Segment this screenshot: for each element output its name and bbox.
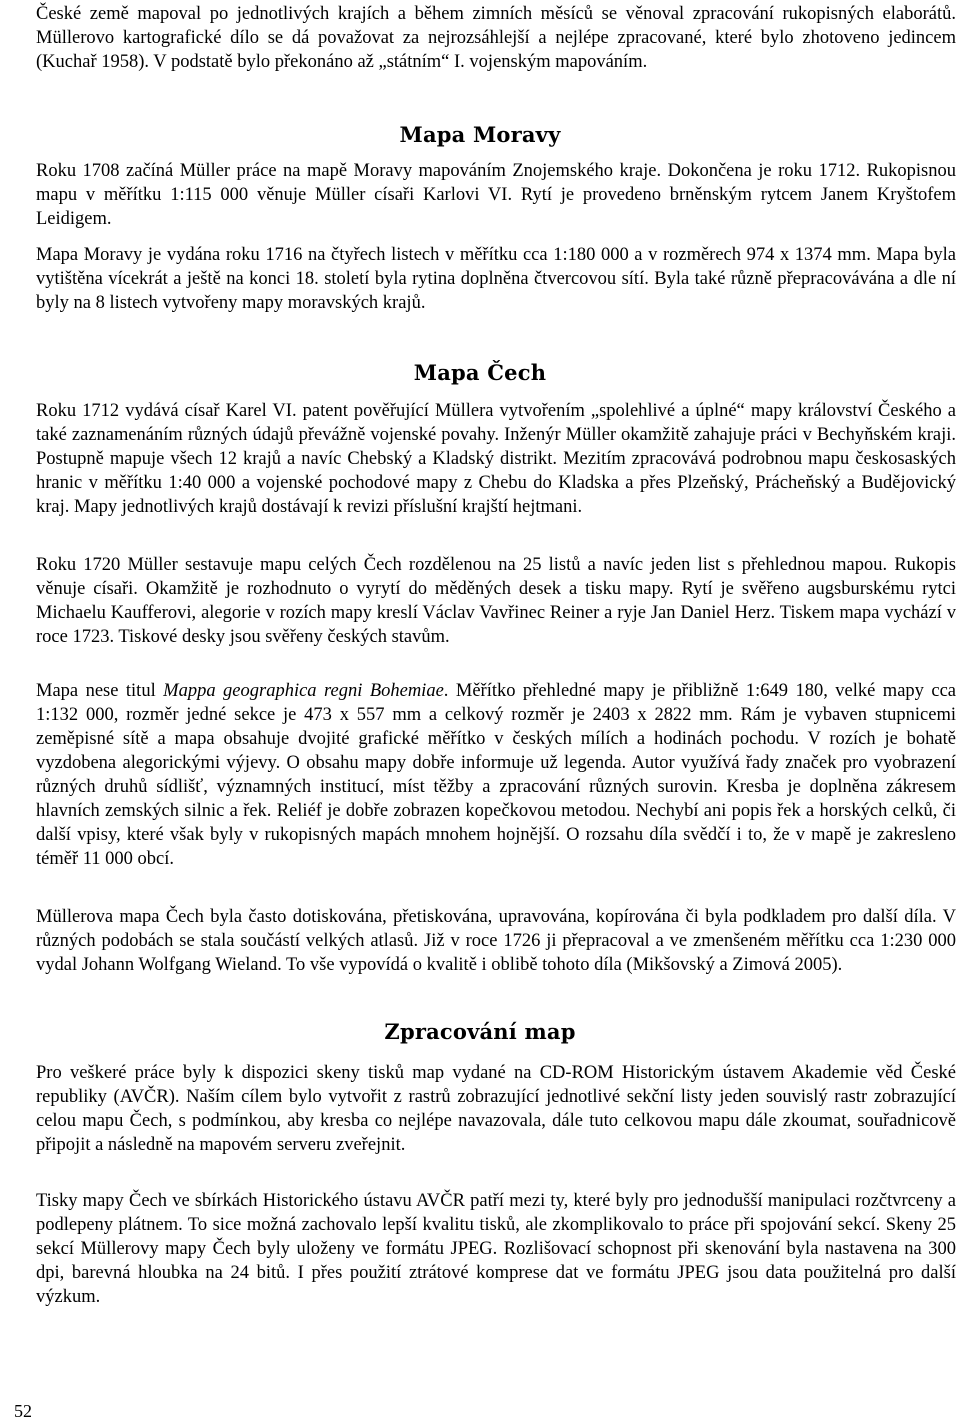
section-heading-zpracovani: Zpracování map bbox=[384, 1019, 576, 1044]
section-heading-cech: Mapa Čech bbox=[413, 360, 547, 385]
paragraph-zpracovani-2: Tisky mapy Čech ve sbírkách Historického ústavu AVČR patří mezi ty, které byly pro jednodušší manipulaci rozčtvrceny a podlepeny plátnem. To sice možná zachovalo lepší kvalitu tisků, ale zkomplikovalo to práce při spojování sekcí. Skeny 25 sekcí Müllerovy mapy Čech byly uloženy ve formátu JPEG. Rozlišovací schopnost při skenování byla nastavena na 300 dpi, barevná hloubka na 24 bitů. I přes použití ztrátové komprese dat ve formátu JPEG jsou data použitelná pro další výzkum. bbox=[36, 1191, 956, 1307]
paragraph-moravy-2: Mapa Moravy je vydána roku 1716 na čtyřech listech v měřítku cca 1:180 000 a v rozměrech 974 x 1374 mm. Mapa byla vytištěna vícekrát a ještě na konci 18. století byla rytina doplněna čtvercovou sítí. Byla také různě přepracovávána a dle ní byly na 8 listech vytvořeny mapy moravských krajů. bbox=[36, 245, 956, 313]
paragraph-cech-3 bbox=[36, 679, 956, 871]
paragraph-cech-2: Roku 1720 Müller sestavuje mapu celých Čech rozdělenou na 25 listů a navíc jeden list s přehlednou mapou. Rukopis věnuje císaři. Okamžitě je rozhodnuto o vyrytí do měděných desek a tisku mapy. Rytí je svěřeno augsburskému rytci Michaelu Kaufferovi, alegorie v rozích mapy kreslí Václav Vavřinec Reiner a ryje Jan Daniel Herz. Tiskem mapa vychází v roce 1723. Tiskové desky jsou svěřeny českých stavům. bbox=[36, 555, 956, 647]
paragraph-cech-1: Roku 1712 vydává císař Karel VI. patent pověřující Müllera vytvořením „spolehlivé a úplné“ mapy království Českého a také zaznamenáním různých údajů převážně vojenské povahy. Inženýr Müller okamžitě zahajuje práci v Bechyňském kraji. Postupně mapuje všech 12 krajů a navíc Chebský a Kladský distrikt. Mezitím zpracovává podrobnou mapu českosaských hranic v měřítku 1:40 000 a vojenské pochodové mapy z Chebu do Kladska a přes Plzeňský, Prácheňský a Budějovický kraj. Mapy jednotlivých krajů dostávají k revizi příslušní krajští hejtmani. bbox=[36, 401, 956, 517]
paragraph-moravy-1: Roku 1708 začíná Müller práce na mapě Moravy mapováním Znojemského kraje. Dokončena je roku 1712. Rukopisnou mapu v měřítku 1:115 000 věnuje Müller císaři Karlovi VI. Rytí je provedeno brněnským rytcem Janem Kryštofem Leidigem. bbox=[36, 161, 956, 229]
paragraph-cech-3-rest: . Měřítko přehledné mapy je přibližně 1:649 180, velké mapy cca 1:132 000, rozměr jedné sekce je 473 x 557 mm a celkový rozměr je 2403 x 2822 mm. Rám je vybaven stupnicemi zeměpisné sítě a mapa obsahuje dvojité grafické měřítko v českých mílích a hodinách pochodu. V rozích je bohatě vyzdobena alegorickými výjevy. O obsahu mapy dobře informuje už legenda. Autor využívá řady značek pro vyobrazení různých druhů sídlišť, významných institucí, míst těžby a zpracování různých surovin. Kresba je doplněna zákresem hlavních zemských silnic a řek. Reliéf je dobře zobrazen kopečkovou metodou. Nechybí ani popis řek a horských celků, či další vpisy, které však byly v rukopisných mapách mnohem hojnější. O rozsahu díla svědčí i to, že v mapě je zakresleno téměř 11 000 obcí. bbox=[36, 681, 956, 869]
page-number: 52 bbox=[14, 1401, 32, 1421]
paragraph-cech-4: Müllerova mapa Čech byla často dotiskována, přetiskována, upravována, kopírována či byla podkladem pro další díla. V různých podobách se stala součástí velkých atlasů. Již v roce 1726 ji přepracoval a ve zmenšeném měřítku cca 1:230 000 vydal Johann Wolfgang Wieland. To vše vypovídá o kvalitě i oblibě tohoto díla (Mikšovský a Zimová 2005). bbox=[36, 907, 956, 975]
intro-paragraph: České země mapoval po jednotlivých krajích a během zimních měsíců se věnoval zpracování rukopisných elaborátů. Müllerovo kartografické dílo se dá považovat za nejrozsáhlejší a nejlépe zpracované, které bylo zhotoveno jedincem (Kuchař 1958). V podstatě bylo překonáno až „státním“ I. vojenským mapováním. bbox=[36, 4, 956, 72]
paragraph-zpracovani-1: Pro veškeré práce byly k dispozici skeny tisků map vydané na CD-ROM Historickým ústavem Akademie věd České republiky (AVČR). Naším cílem bylo vytvořit z rastrů zobrazující jednotlivé sekční listy jeden souvislý rastr zobrazující celou mapu Čech, s podmínkou, aby kresba co nejlépe navazovala, dále tuto celkovou mapu dále zkoumat, souřadnicově připojit a následně na mapovém serveru zveřejnit. bbox=[36, 1063, 956, 1155]
map-title-italic: Mappa geographica regni Bohemiae bbox=[163, 681, 444, 701]
paragraph-cech-3-start: Mapa nese titul bbox=[36, 681, 164, 701]
section-heading-moravy: Mapa Moravy bbox=[399, 122, 561, 147]
